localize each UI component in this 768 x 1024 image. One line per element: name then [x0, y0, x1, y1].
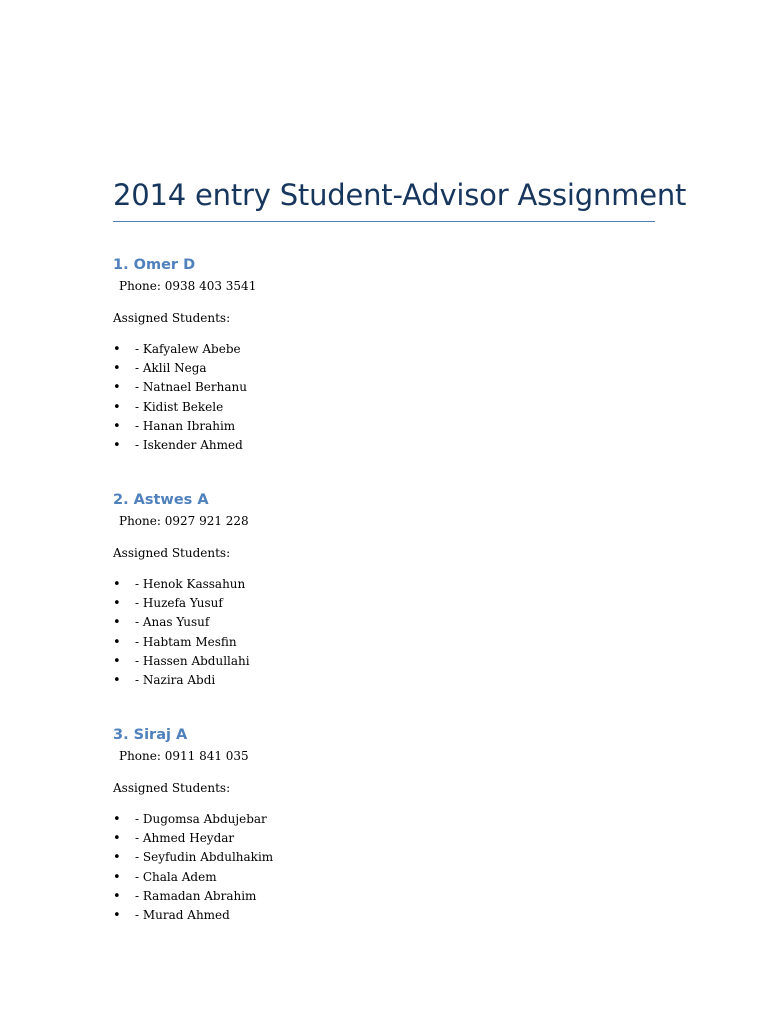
assigned-students-label: Assigned Students: [113, 781, 231, 795]
student-name: - Chala Adem [135, 869, 217, 884]
student-name: - Nazira Abdi [135, 672, 216, 687]
student-name: - Huzefa Yusuf [135, 596, 223, 611]
student-name: - Natnael Berhanu [135, 380, 247, 395]
advisor-phone: Phone: 0911 841 035 [119, 749, 249, 763]
advisor-heading: 1. Omer D [113, 257, 196, 273]
list-item [113, 848, 673, 867]
bullet-icon: • [113, 907, 121, 923]
list-item [113, 340, 673, 359]
student-name: - Kidist Bekele [135, 399, 224, 414]
student-name: - Ramadan Abrahim [135, 888, 257, 903]
student-name: - Kafyalew Abebe [135, 342, 241, 356]
bullet-icon: • [113, 615, 121, 631]
bullet-icon: • [113, 850, 121, 866]
student-name: - Murad Ahmed [135, 907, 230, 922]
bullet-icon: • [113, 418, 121, 434]
bullet-icon: • [113, 634, 121, 650]
list-item [113, 378, 673, 397]
assigned-students-label: Assigned Students: [113, 546, 231, 560]
bullet-icon: • [113, 437, 121, 453]
document-title: 2014 entry Student-Advisor Assignment [113, 178, 687, 212]
advisor-heading: 3. Siraj A [113, 727, 188, 743]
bullet-icon: • [113, 596, 121, 612]
bullet-icon: • [113, 869, 121, 885]
student-name: - Aklil Nega [135, 361, 207, 376]
list-item [113, 829, 673, 848]
list-item [113, 633, 673, 652]
bullet-icon: • [113, 653, 121, 669]
list-item [113, 887, 673, 906]
advisor-section-2 [113, 489, 673, 690]
list-item [113, 594, 673, 613]
bullet-icon: • [113, 380, 121, 396]
title-underline [113, 221, 655, 222]
list-item [113, 671, 673, 690]
student-name: - Dugomsa Abdujebar [135, 812, 267, 826]
advisor-phone: Phone: 0938 403 3541 [119, 279, 257, 293]
bullet-icon: • [113, 888, 121, 904]
bullet-icon: • [113, 672, 121, 688]
student-list [113, 340, 673, 455]
advisor-heading: 2. Astwes A [113, 492, 209, 508]
student-list [113, 575, 673, 690]
student-name: - Iskender Ahmed [135, 437, 243, 452]
bullet-icon: • [113, 577, 121, 592]
advisor-phone: Phone: 0927 921 228 [119, 514, 249, 528]
bullet-icon: • [113, 342, 121, 357]
list-item [113, 810, 673, 829]
list-item [113, 868, 673, 887]
assigned-students-label: Assigned Students: [113, 311, 231, 325]
list-item [113, 359, 673, 378]
list-item [113, 652, 673, 671]
advisor-section-3 [113, 724, 673, 925]
student-name: - Ahmed Heydar [135, 831, 235, 846]
bullet-icon: • [113, 812, 121, 827]
bullet-icon: • [113, 831, 121, 847]
list-item [113, 613, 673, 632]
list-item [113, 436, 673, 455]
student-name: - Hassen Abdullahi [135, 653, 250, 668]
student-name: - Anas Yusuf [135, 615, 210, 630]
student-name: - Seyfudin Abdulhakim [135, 850, 274, 865]
list-item [113, 417, 673, 436]
bullet-icon: • [113, 361, 121, 377]
list-item [113, 906, 673, 925]
student-name: - Habtam Mesfin [135, 634, 237, 649]
student-name: - Henok Kassahun [135, 577, 246, 591]
list-item [113, 575, 673, 594]
bullet-icon: • [113, 399, 121, 415]
advisor-section-1 [113, 254, 673, 455]
student-list [113, 810, 673, 925]
student-name: - Hanan Ibrahim [135, 418, 236, 433]
list-item [113, 398, 673, 417]
